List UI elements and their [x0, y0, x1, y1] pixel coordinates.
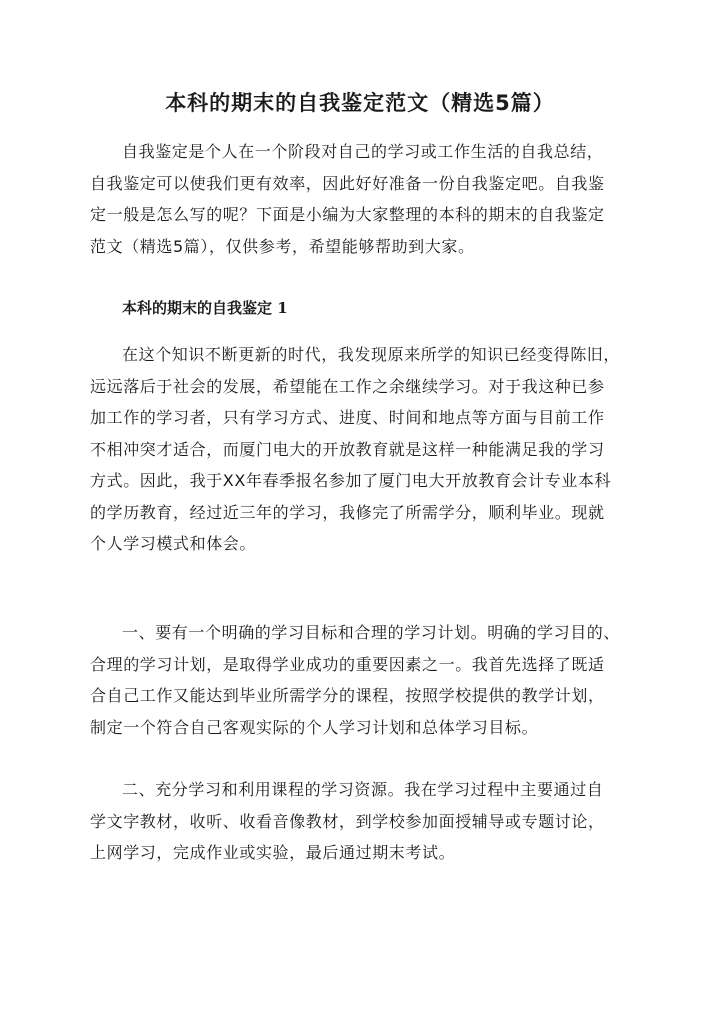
text-line: 范文（精选5篇），仅供参考，希望能够帮助到大家。	[90, 236, 475, 256]
text-line: 自我鉴定是个人在一个阶段对自己的学习或工作生活的自我总结，	[122, 142, 604, 161]
intro-paragraph	[90, 136, 650, 262]
text-line: 制定一个符合自己客观实际的个人学习计划和总体学习目标。	[90, 717, 539, 737]
text-line: 在这个知识不断更新的时代，我发现原来所学的知识已经变得陈旧，	[122, 345, 621, 364]
text-line: 自我鉴定可以使我们更有效率，因此好好准备一份自我鉴定吧。自我鉴	[90, 173, 605, 193]
text-line: 二、充分学习和利用课程的学习资源。我在学习过程中主要通过自	[122, 780, 604, 799]
text-line: 不相冲突才适合，而厦门电大的开放教育就是这样一种能满足我的学习	[90, 439, 605, 459]
text-line: 远远落后于社会的发展，希望能在工作之余继续学习。对于我这种已参	[90, 376, 605, 396]
text-line: 加工作的学习者，只有学习方式、进度、时间和地点等方面与目前工作	[90, 408, 605, 427]
body-paragraph-3	[90, 774, 650, 869]
text-line: 上网学习，完成作业或实验，最后通过期末考试。	[90, 843, 456, 862]
text-line: 的学历教育，经过近三年的学习，我修完了所需学分，顺利毕业。现就	[90, 502, 605, 522]
body-paragraph-2	[90, 617, 650, 743]
text-line: 合自己工作又能达到毕业所需学分的课程，按照学校提供的教学计划，	[90, 686, 605, 705]
text-line: 方式。因此，我于XX年春季报名参加了厦门电大开放教育会计专业本科	[90, 471, 612, 490]
text-line: 定一般是怎么写的呢？下面是小编为大家整理的本科的期末的自我鉴定	[90, 205, 605, 224]
text-line: 一、要有一个明确的学习目标和合理的学习计划。明确的学习目的、	[122, 623, 621, 642]
text-line: 合理的学习计划，是取得学业成功的重要因素之一。我首先选择了既适	[90, 654, 605, 674]
document-title: 本科的期末的自我鉴定范文（精选5篇）	[165, 91, 555, 115]
text-line: 学文字教材，收听、收看音像教材，到学校参加面授辅导或专题讨论，	[90, 811, 605, 831]
section-heading: 本科的期末的自我鉴定 1	[122, 299, 288, 317]
text-line: 个人学习模式和体会。	[90, 534, 257, 553]
body-paragraph-1	[90, 339, 650, 560]
